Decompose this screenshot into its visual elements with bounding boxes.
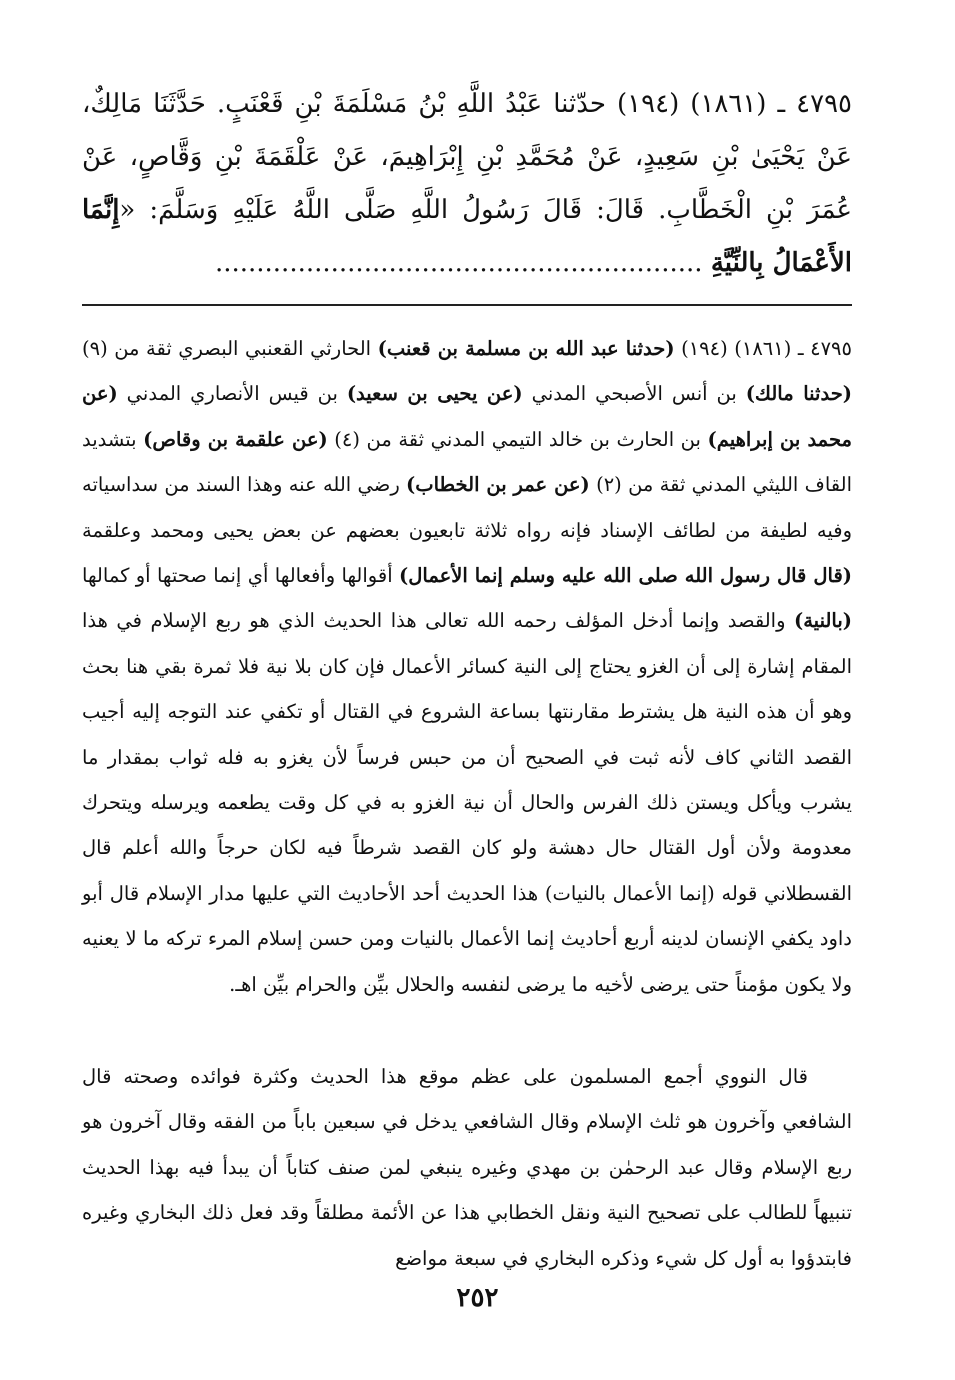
hadith-bold-phrase: إِنَّمَا الأَعْمَالُ بِالنِّيَّةِ bbox=[82, 195, 852, 278]
commentary-bold-quote: (بالنية) bbox=[794, 609, 852, 633]
commentary-text: ٤٧٩٥ ـ (١٨٦١) (١٩٤) bbox=[674, 337, 852, 360]
commentary-bold-quote: (حدثنا عبد الله بن مسلمة بن قعنب) bbox=[377, 337, 675, 360]
commentary-text: رضي الله عنه وهذا السند من سداسياته وفيه لطيفة من لطائف الإسناد فإنه رواه ثلاثة تابعيون بعضهم عن بعض يحيى ومحمد وعلقمة bbox=[82, 473, 852, 542]
commentary-bold-quote: (عن علقمة بن وقاص) bbox=[143, 427, 328, 451]
hadith-dots: ........................................................... bbox=[214, 248, 711, 278]
commentary-text: بن قيس الأنصاري المدني bbox=[117, 382, 347, 406]
commentary-text: بن أنس الأصبحي المدني bbox=[522, 382, 746, 406]
commentary-bold-quote: (حدثنا مالك) bbox=[745, 382, 852, 406]
commentary-bold-quote: (عن عمر بن الخطاب) bbox=[406, 473, 590, 497]
commentary-paragraph-1 bbox=[82, 326, 852, 1007]
page-number: ٢٥٢ bbox=[456, 1283, 499, 1313]
commentary-text: بتشديد القاف الليثي المدني ثقة من (٢) bbox=[82, 427, 853, 497]
commentary bbox=[82, 326, 853, 1270]
footnote-separator-line bbox=[82, 304, 852, 306]
commentary-bold-quote: (قال قال رسول الله صلى الله عليه وسلم إنما الأعمال) bbox=[398, 564, 852, 588]
hadith-body: حدّثنا عَبْدُ اللَّهِ بْنُ مَسْلَمَةَ بْنِ قَعْنَبٍ. حَدَّثَنَا مَالِكٌ، عَنْ يَحْيَىٰ بْنِ سَعِيدٍ، عَنْ مُحَمَّدِ بْنِ إِبْرَاهِيمَ، عَنْ عَلْقَمَةَ بْنِ وَقَّاصٍ، عَنْ عُمَرَ بْنِ الْخَطَّابِ. قَالَ: قَالَ رَسُولُ اللَّهِ صَلَّى اللَّهُ عَلَيْهِ وَسَلَّمَ: « bbox=[82, 89, 852, 225]
commentary-paragraph-2: قال النووي أجمع المسلمون على عظم موقع هذا الحديث وكثرة فوائده وصحته قال الشافعي وآخرون هو ثلث الإسلام وقال الشافعي يدخل في سبعين باباً من الفقه وقال آخرون هو ربع الإسلام وقال عبد الرحمٰن بن مهدي وغيره ينبغي لمن صنف كتاباً أن يبدأ فيه بهذا الحديث تنبيهاً للطالب على تصحيح النية ونقل الخطابي هذا عن الأئمة مطلقاً وقد فعل ذلك البخاري وغيره فابتدؤوا به أول كل شيء وذكره البخاري في سبعة مواضع bbox=[82, 1065, 852, 1270]
commentary-bold-quote: (عن يحيى بن سعيد) bbox=[346, 382, 523, 406]
hadith-number: ٤٧٩٥ ـ (١٨٦١) (١٩٤) bbox=[605, 89, 852, 119]
commentary-bold-quote: (عن محمد بن إبراهيم) bbox=[82, 382, 852, 451]
commentary-text: أقوالها وأفعالها أي إنما صحتها أو كمالها bbox=[82, 564, 399, 588]
commentary-text: الحارثي القعنبي البصري ثقة من (٩) bbox=[82, 337, 378, 360]
commentary-text: بن الحارث بن خالد التيمي المدني ثقة من (٤) bbox=[327, 427, 708, 451]
hadith-text bbox=[82, 78, 852, 290]
commentary-text: والقصد وإنما أدخل المؤلف رحمه الله تعالى هذا الحديث الذي هو ربع الإسلام في هذا المقام إشارة إلى أن الغزو يحتاج إلى النية كسائر الأعمال فإن كان بلا نية فلا ثمرة بقي هنا بحث وهو أن هذه النية هل يشترط مقارنتها بساعة الشروع في القتال أو تكفي عند التوجه إليه أجيب القصد الثاني كاف لأنه ثبت في الصحيح أن من حبس فرساً لأن يغزو به فله ثواب بمقدار ما يشرب ويأكل ويستن ذلك الفرس والحال أن نية الغزو به في كل وقت يطعمه ويرسله ويتحرك معدومة ولأن أول القتال حال دهشة ولو كان القصد شرطاً فيه لكان حرجاً والله أعلم قال القسطلاني قوله (إنما الأعمال بالنيات) هذا الحديث أحد الأحاديث التي عليها مدار الإسلام قال أبو داود يكفي الإنسان لدينه أربع أحاديث إنما الأعمال بالنيات ومن حسن إسلام المرء تركه ما لا يعنيه ولا يكون مؤمناً حتى يرضى لأخيه ما يرضى لنفسه والحلال بيِّن والحرام بيِّن اهـ. bbox=[82, 609, 852, 996]
